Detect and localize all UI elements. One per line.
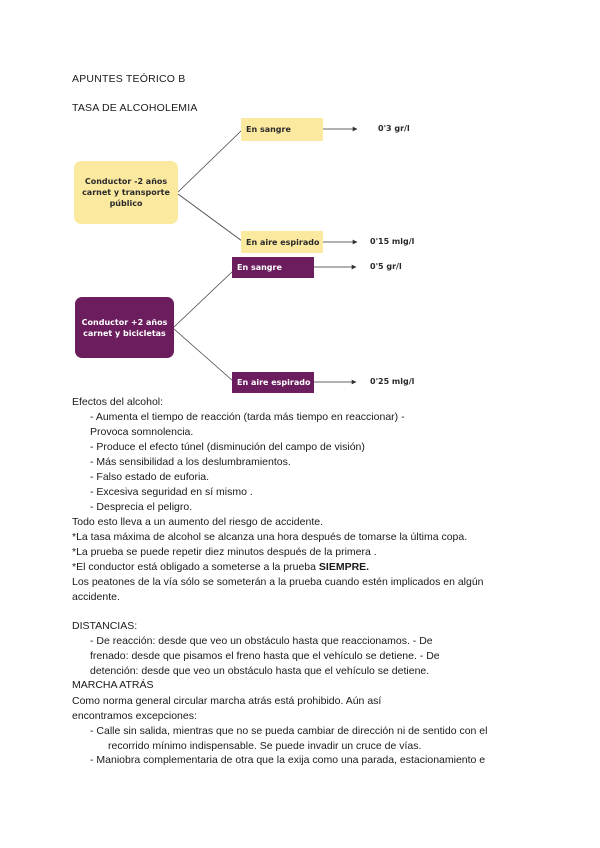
reverse-item: - Calle sin salida, mientras que no se pueda cambiar de dirección ni de sentido con el xyxy=(90,725,488,737)
effects-title: Efectos del alcohol: xyxy=(72,396,164,408)
reverse-item: - Maniobra complementaria de otra que la exija como una parada, estacionamiento e xyxy=(90,754,486,766)
page-title: APUNTES TEÓRICO B xyxy=(72,73,186,85)
reverse-intro: Como norma general circular marcha atrás está prohibido. Aún así xyxy=(72,695,382,707)
distances-line: - De reacción: desde que veo un obstáculo hasta que reaccionamos. - De xyxy=(90,635,433,647)
distances-title: DISTANCIAS: xyxy=(72,620,138,632)
section-title-alcoholemia: TASA DE ALCOHOLEMIA xyxy=(72,102,198,114)
effects-item: - Produce el efecto túnel (disminución del campo de visión) xyxy=(90,441,365,453)
box-conductor-menos-2: Conductor -2 años carnet y transporte público xyxy=(74,161,178,224)
effects-item: - Desprecia el peligro. xyxy=(90,501,193,513)
connector-g2-top xyxy=(174,271,233,327)
note-obligation xyxy=(72,560,369,575)
effects-item: - Falso estado de euforia. xyxy=(90,471,210,483)
note-repeat: *La prueba se puede repetir diez minutos después de la primera . xyxy=(72,546,377,558)
box-g2-en-sangre: En sangre xyxy=(232,257,314,278)
reverse-intro: encontramos excepciones: xyxy=(72,710,197,722)
value-g2-sangre: 0'5 gr/l xyxy=(370,262,402,271)
effects-conclusion: Todo esto lleva a un aumento del riesgo de accidente. xyxy=(72,516,324,528)
value-g1-aire: 0'15 mlg/l xyxy=(370,237,415,246)
box-conductor-mas-2: Conductor +2 años carnet y bicicletas xyxy=(75,297,174,358)
box-g1-en-sangre: En sangre xyxy=(241,118,323,141)
pedestrians-line: accidente. xyxy=(72,591,120,603)
box-g2-en-aire: En aire espirado xyxy=(232,372,314,393)
note-max-rate: *La tasa máxima de alcohol se alcanza una hora después de tomarse la última copa. xyxy=(72,531,468,543)
effects-item: - Aumenta el tiempo de reacción (tarda más tiempo en reaccionar) - xyxy=(90,411,405,423)
reverse-item: recorrido mínimo indispensable. Se puede invadir un cruce de vías. xyxy=(108,740,422,752)
value-g2-aire: 0'25 mlg/l xyxy=(370,377,415,386)
reverse-title: MARCHA ATRÁS xyxy=(72,679,154,691)
note-obligation-text: *El conductor está obligado a someterse a la prueba xyxy=(72,561,319,573)
connector-g1-top xyxy=(178,130,242,192)
value-g1-sangre: 0'3 gr/l xyxy=(378,124,410,133)
effects-item: - Más sensibilidad a los deslumbramientos. xyxy=(90,456,291,468)
effects-item: - Excesiva seguridad en sí mismo . xyxy=(90,486,253,498)
effects-item: Provoca somnolencia. xyxy=(90,426,194,438)
box-g1-en-aire: En aire espirado xyxy=(241,231,323,253)
distances-line: detención: desde que veo un obstáculo hasta que el vehículo se detiene. xyxy=(90,665,430,677)
distances-line: frenado: desde que pisamos el freno hasta que el vehículo se detiene. - De xyxy=(90,650,440,662)
pedestrians-line: Los peatones de la vía sólo se someterán a la prueba cuando estén implicados en algún xyxy=(72,576,484,588)
note-obligation-bold: SIEMPRE. xyxy=(318,561,370,573)
connector-g2-bottom xyxy=(174,329,233,381)
connector-g1-bottom xyxy=(178,194,242,241)
